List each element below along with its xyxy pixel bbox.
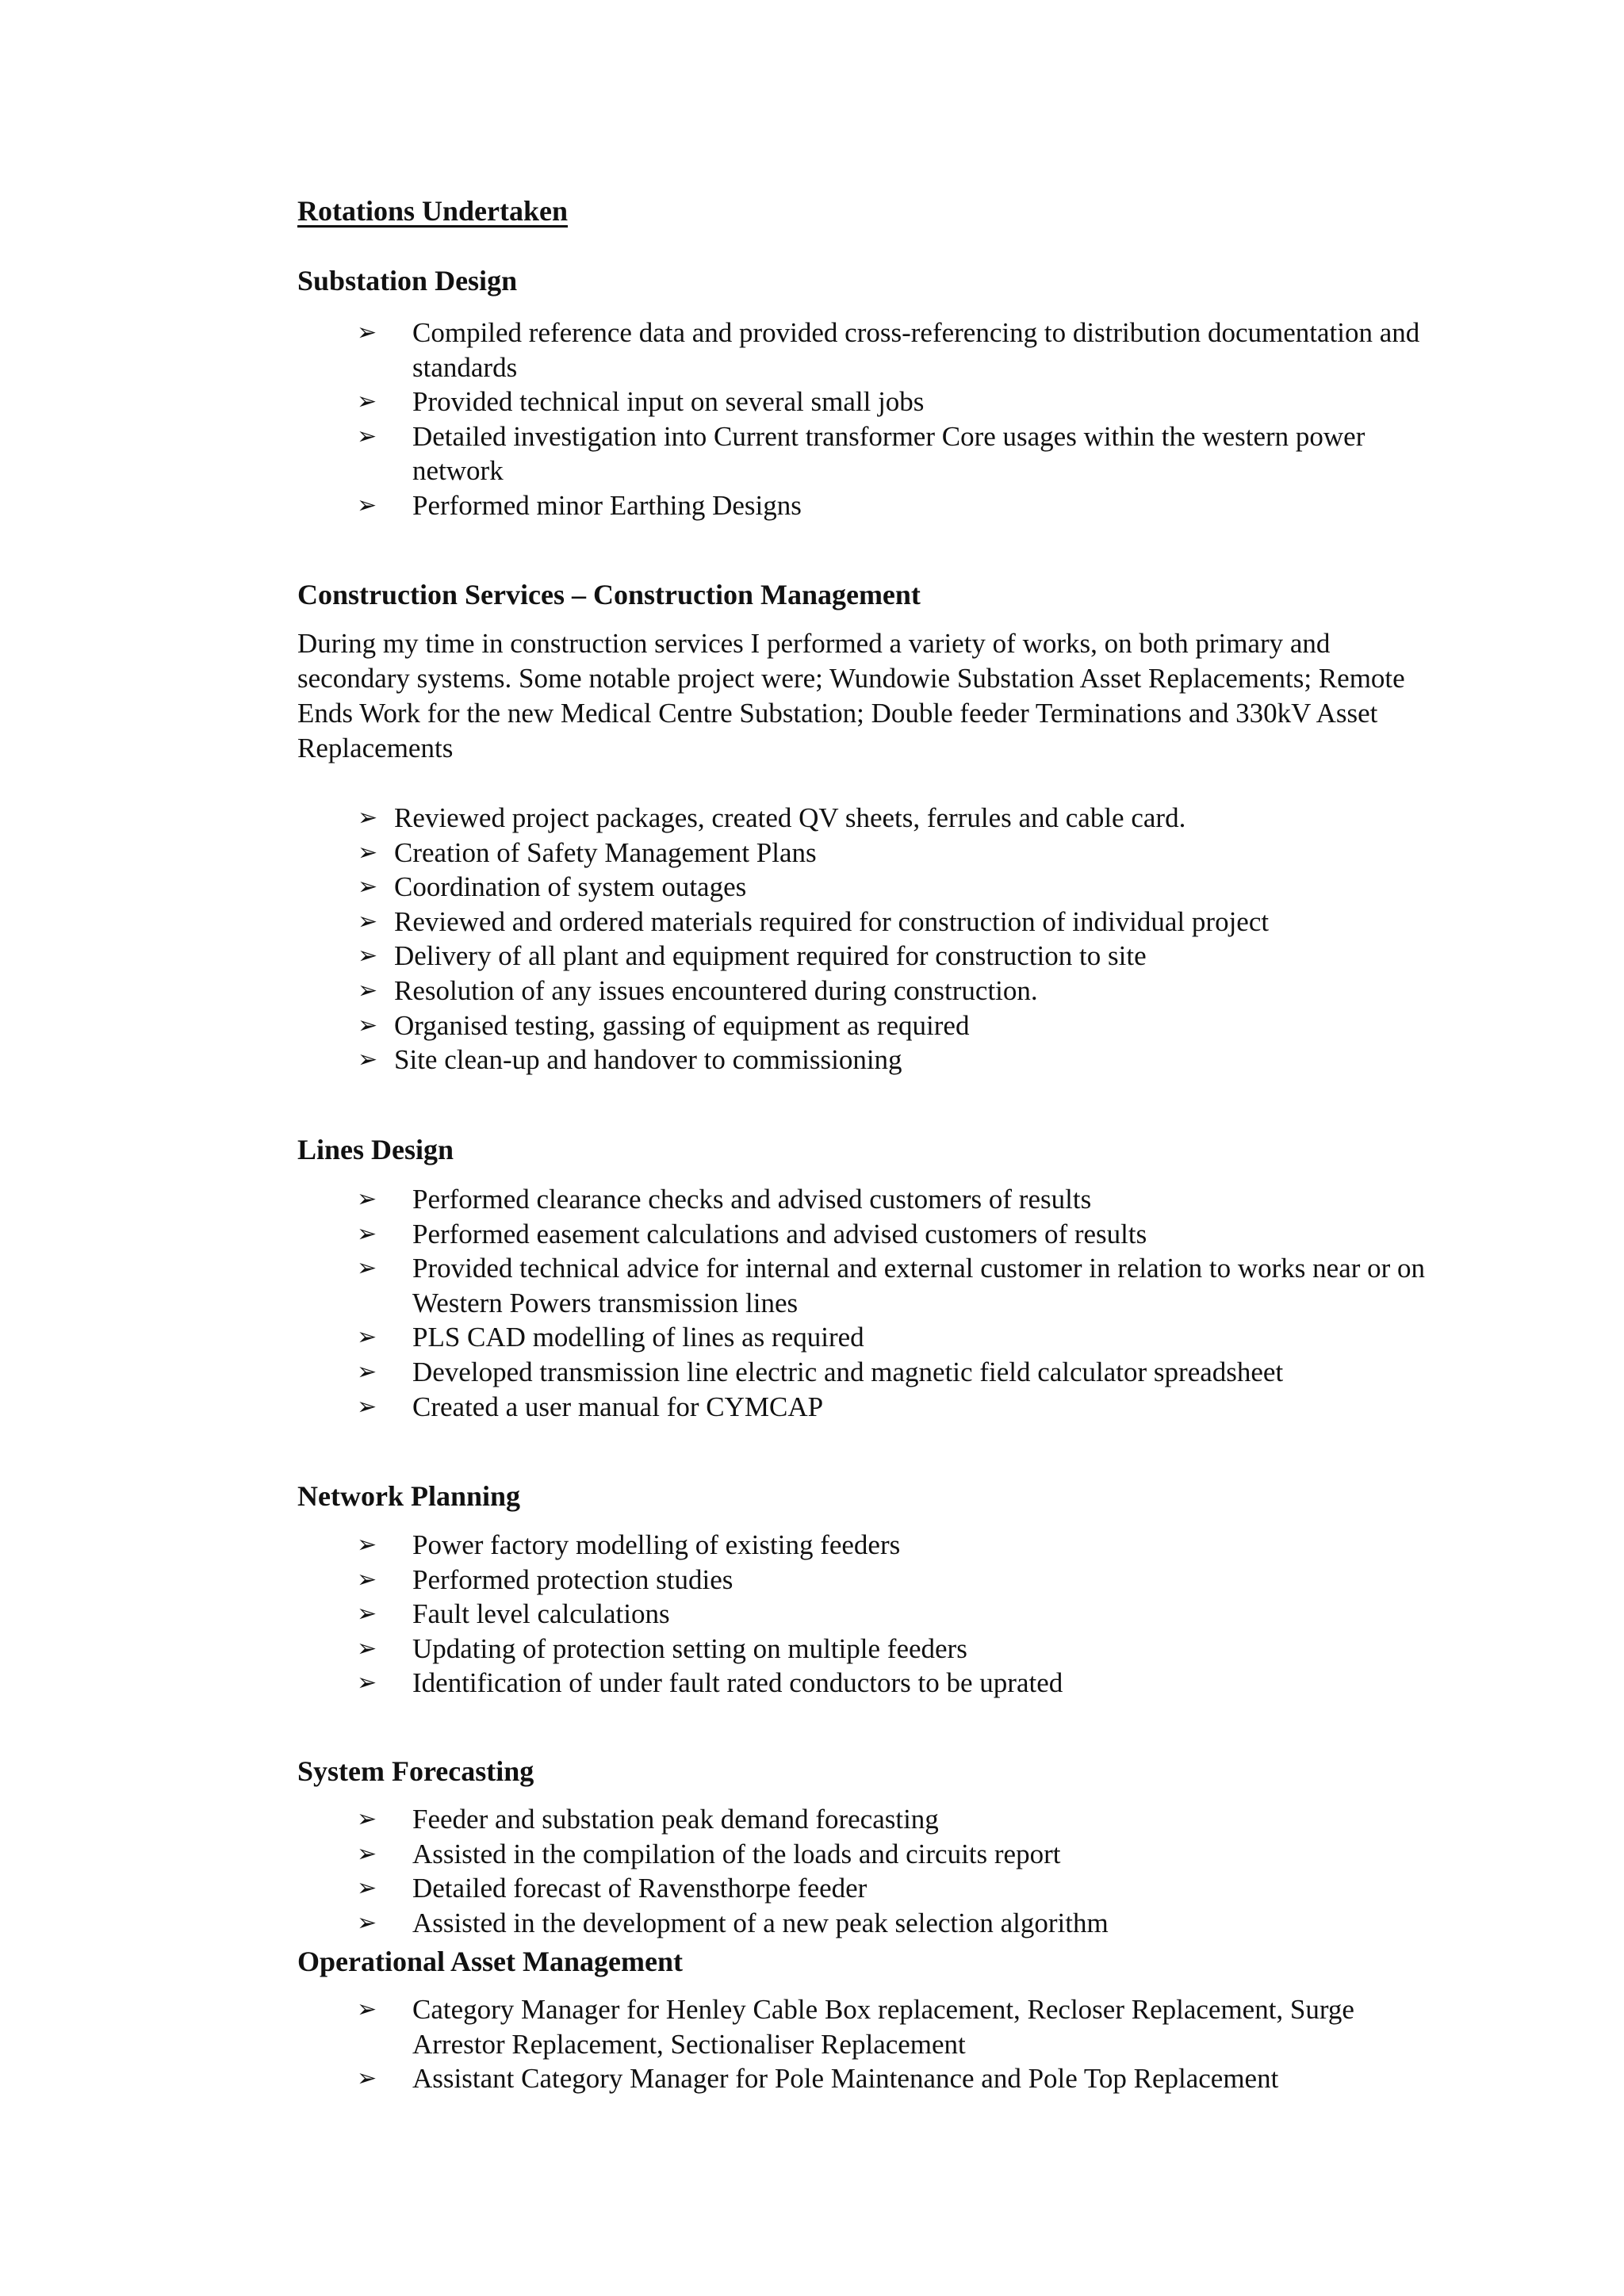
list-item-text: Reviewed and ordered materials required for construction of individual project [394,905,1270,937]
arrow-bullet-icon: ➢ [357,1839,377,1868]
arrow-bullet-icon: ➢ [357,1634,377,1663]
list-item-text: Resolution of any issues encountered during construction. [394,974,1038,1006]
arrow-bullet-icon: ➢ [357,491,377,519]
list-item [358,1043,1441,1077]
section-heading-system-forecasting: System Forecasting [297,1755,534,1787]
section-heading-lines-design: Lines Design [297,1134,454,1165]
arrow-bullet-icon: ➢ [358,1011,378,1039]
arrow-bullet-icon: ➢ [357,1565,377,1594]
arrow-bullet-icon: ➢ [357,1531,377,1559]
arrow-bullet-icon: ➢ [357,1908,377,1937]
list-item-text: PLS CAD modelling of lines as required [412,1322,864,1353]
list-item [357,2061,1443,2096]
list-item-text: Identification of under fault rated conductors to be uprated [412,1667,1063,1699]
list-item [358,974,1441,1008]
arrow-bullet-icon: ➢ [357,2064,377,2093]
arrow-bullet-icon: ➢ [357,1392,377,1421]
list-item [357,1666,1443,1701]
list-item-text: Power factory modelling of existing feeders [412,1529,901,1560]
list-item [357,1182,1443,1217]
list-item-text: Assistant Category Manager for Pole Maintenance and Pole Top Replacement [412,2063,1279,2095]
list-item-text: Updating of protection setting on multiple feeders [412,1632,967,1664]
list-item-text: Created a user manual for CYMCAP [412,1391,824,1422]
list-item [358,870,1441,905]
list-item [358,836,1441,871]
arrow-bullet-icon: ➢ [357,1219,377,1248]
list-item [357,419,1443,488]
list-item [357,1871,1443,1906]
list-item-text: Fault level calculations [412,1598,670,1630]
list-item-text: Reviewed project packages, created QV sheets, ferrules and cable card. [394,802,1186,833]
list-item-text: Site clean-up and handover to commissioning [394,1044,902,1076]
arrow-bullet-icon: ➢ [357,1600,377,1628]
section-heading-operational-asset-management: Operational Asset Management [297,1946,683,1977]
list-item [357,488,1443,523]
arrow-bullet-icon: ➢ [357,1805,377,1833]
list-item [358,801,1441,836]
list-item-text: Delivery of all plant and equipment required for construction to site [394,940,1147,972]
list-item [357,316,1443,385]
list-item [357,1390,1443,1425]
bullet-list-network-planning [357,1528,1443,1701]
section-heading-network-planning: Network Planning [297,1480,521,1512]
list-item [358,939,1441,974]
list-item-text: Compiled reference data and provided cross-referencing to distribution documentation and standards [412,317,1420,383]
list-item-text: Detailed investigation into Current transformer Core usages within the western power network [412,420,1365,487]
list-item [357,1355,1443,1390]
list-item-text: Category Manager for Henley Cable Box replacement, Recloser Replacement, Surge Arrestor Replacement, Sectionaliser Replacement [412,1994,1354,2060]
list-item [357,1632,1443,1667]
list-item [357,1528,1443,1563]
arrow-bullet-icon: ➢ [358,838,378,867]
section-heading-construction-services: Construction Services – Construction Management [297,579,921,610]
list-item [357,1992,1443,2061]
section-heading-substation-design: Substation Design [297,265,518,297]
list-item-text: Performed protection studies [412,1563,733,1595]
bullet-list-construction-services [358,801,1441,1077]
arrow-bullet-icon: ➢ [357,1254,377,1283]
arrow-bullet-icon: ➢ [357,1323,377,1352]
list-item [357,385,1443,419]
arrow-bullet-icon: ➢ [358,873,378,901]
list-item [357,1320,1443,1355]
arrow-bullet-icon: ➢ [358,1046,378,1074]
list-item [358,905,1441,939]
arrow-bullet-icon: ➢ [358,942,378,970]
list-item-text: Performed clearance checks and advised customers of results [412,1184,1092,1215]
arrow-bullet-icon: ➢ [357,319,377,346]
list-item-text: Organised testing, gassing of equipment as required [394,1009,970,1041]
list-item-text: Performed easement calculations and advised customers of results [412,1218,1147,1249]
list-item-text: Provided technical input on several small jobs [412,386,925,418]
list-item [357,1217,1443,1252]
list-item-text: Assisted in the compilation of the loads and circuits report [412,1838,1061,1869]
arrow-bullet-icon: ➢ [357,1185,377,1213]
arrow-bullet-icon: ➢ [357,1874,377,1903]
construction-services-paragraph: During my time in construction services I performed a variety of works, on both primary and secondary systems. Some notable project were; Wundowie Substation Asset Replacements; Remote Ends Work for the new Medical Centre Substation; Double feeder Terminations and 330kV Asset Replacements [297,628,1405,763]
list-item-text: Creation of Safety Management Plans [394,836,817,868]
list-item [357,1802,1443,1837]
arrow-bullet-icon: ➢ [357,1357,377,1386]
arrow-bullet-icon: ➢ [357,388,377,416]
list-item-text: Developed transmission line electric and magnetic field calculator spreadsheet [412,1356,1284,1387]
list-item-text: Coordination of system outages [394,871,747,903]
list-item-text: Detailed forecast of Ravensthorpe feeder [412,1873,868,1904]
list-item-text: Provided technical advice for internal and external customer in relation to works near or on Western Powers transmission lines [412,1253,1426,1318]
list-item-text: Feeder and substation peak demand forecasting [412,1804,939,1835]
list-item-text: Assisted in the development of a new peak selection algorithm [412,1907,1109,1938]
arrow-bullet-icon: ➢ [357,1996,377,2023]
bullet-list-substation-design [357,316,1443,523]
arrow-bullet-icon: ➢ [358,907,378,936]
arrow-bullet-icon: ➢ [358,976,378,1004]
arrow-bullet-icon: ➢ [357,1669,377,1697]
arrow-bullet-icon: ➢ [357,422,377,450]
page-title: Rotations Undertaken [297,195,569,227]
list-item [357,1563,1443,1598]
list-item [357,1837,1443,1872]
list-item [358,1008,1441,1043]
arrow-bullet-icon: ➢ [358,804,378,832]
bullet-list-lines-design [357,1182,1443,1424]
list-item-text: Performed minor Earthing Designs [412,489,802,521]
list-item [357,1251,1443,1320]
bullet-list-system-forecasting [357,1802,1443,1940]
list-item [357,1906,1443,1941]
list-item [357,1597,1443,1632]
bullet-list-operational-asset-management [357,1992,1443,2096]
